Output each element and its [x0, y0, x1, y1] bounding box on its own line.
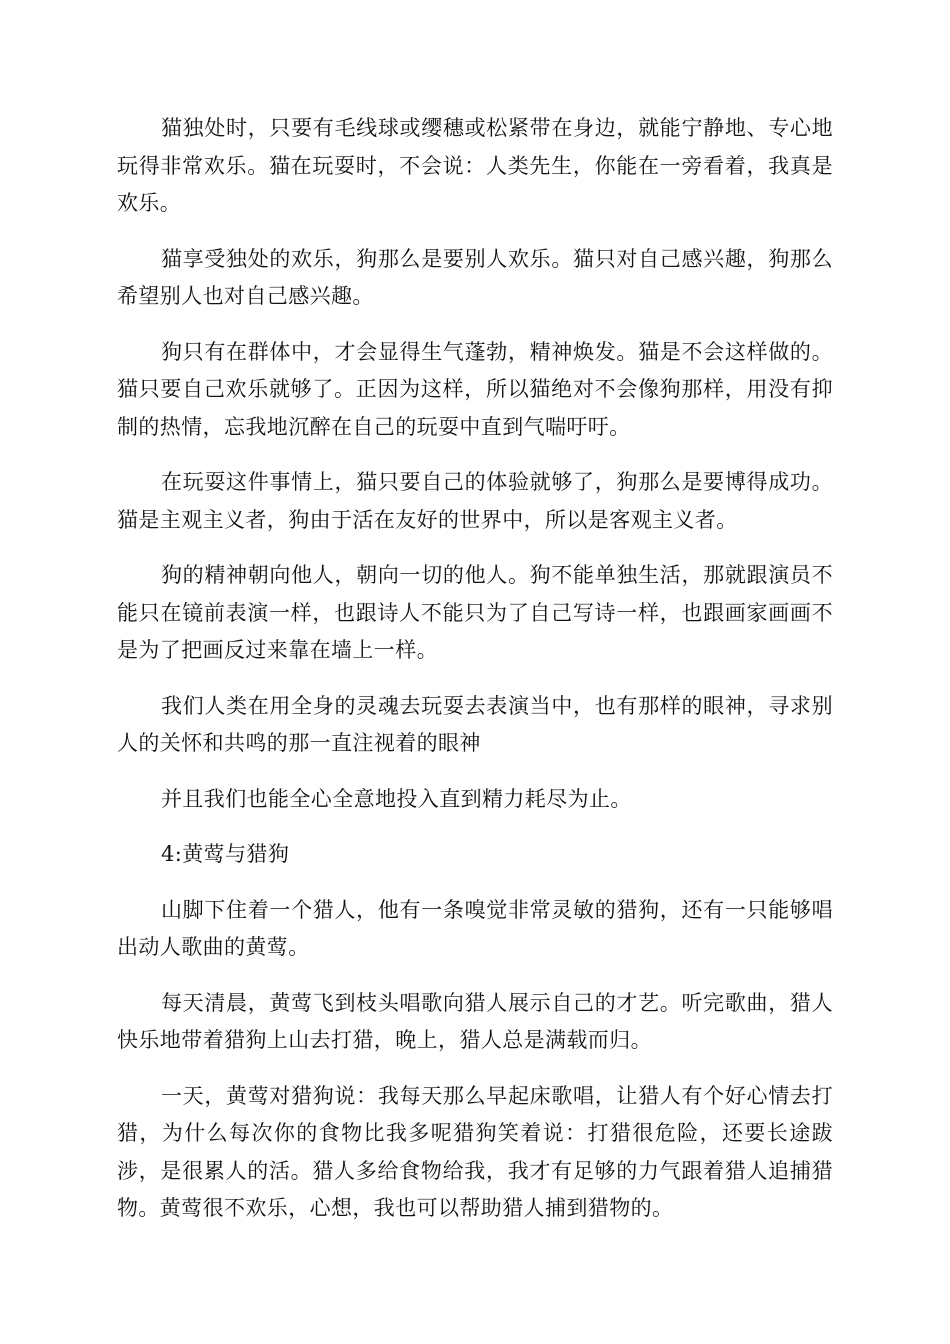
paragraph-7: 并且我们也能全心全意地投入直到精力耗尽为止。: [161, 786, 632, 811]
paragraph-9: 每天清晨，黄莺飞到枝头唱歌向猎人展示自己的才艺。听完歌曲，猎人快乐地带着猎狗上山去打猎，晚上，猎人总是满载而归。: [117, 990, 833, 1052]
paragraph-2: 猫享受独处的欢乐，狗那么是要别人欢乐。猫只对自己感兴趣，狗那么希望别人也对自己感兴趣。: [117, 246, 833, 308]
paragraph-5: 狗的精神朝向他人，朝向一切的他人。狗不能单独生活，那就跟演员不能只在镜前表演一样，也跟诗人不能只为了自己写诗一样，也跟画家画画不是为了把画反过来靠在墙上一样。: [117, 563, 833, 662]
section-heading: 4:黄莺与猎狗: [161, 842, 290, 866]
paragraph-10: 一天，黄莺对猎狗说：我每天那么早起床歌唱，让猎人有个好心情去打猎，为什么每次你的食物比我多呢猎狗笑着说：打猎很危险，还要长途跋涉，是很累人的活。猎人多给食物给我，我才有足够的力气跟着猎人追捕猎物。黄莺很不欢乐，心想，我也可以帮助猎人捕到猎物的。: [117, 1083, 833, 1220]
paragraph-4: 在玩耍这件事情上，猫只要自己的体验就够了，狗那么是要博得成功。猫是主观主义者，狗由于活在友好的世界中，所以是客观主义者。: [117, 470, 833, 532]
paragraph-1: 猫独处时，只要有毛线球或缨穗或松紧带在身边，就能宁静地、专心地玩得非常欢乐。猫在玩耍时，不会说：人类先生，你能在一旁看着，我真是欢乐。: [117, 116, 833, 215]
document-page: [117, 110, 833, 1246]
paragraph-6: 我们人类在用全身的灵魂去玩耍去表演当中，也有那样的眼神，寻求别人的关怀和共鸣的那一直注视着的眼神: [117, 693, 833, 755]
paragraph-3: 狗只有在群体中，才会显得生气蓬勃，精神焕发。猫是不会这样做的。猫只要自己欢乐就够了。正因为这样，所以猫绝对不会像狗那样，用没有抑制的热情，忘我地沉醉在自己的玩耍中直到气喘吁吁。: [117, 339, 833, 439]
paragraph-8: 山脚下住着一个猎人，他有一条嗅觉非常灵敏的猎狗，还有一只能够唱出动人歌曲的黄莺。: [117, 897, 833, 959]
